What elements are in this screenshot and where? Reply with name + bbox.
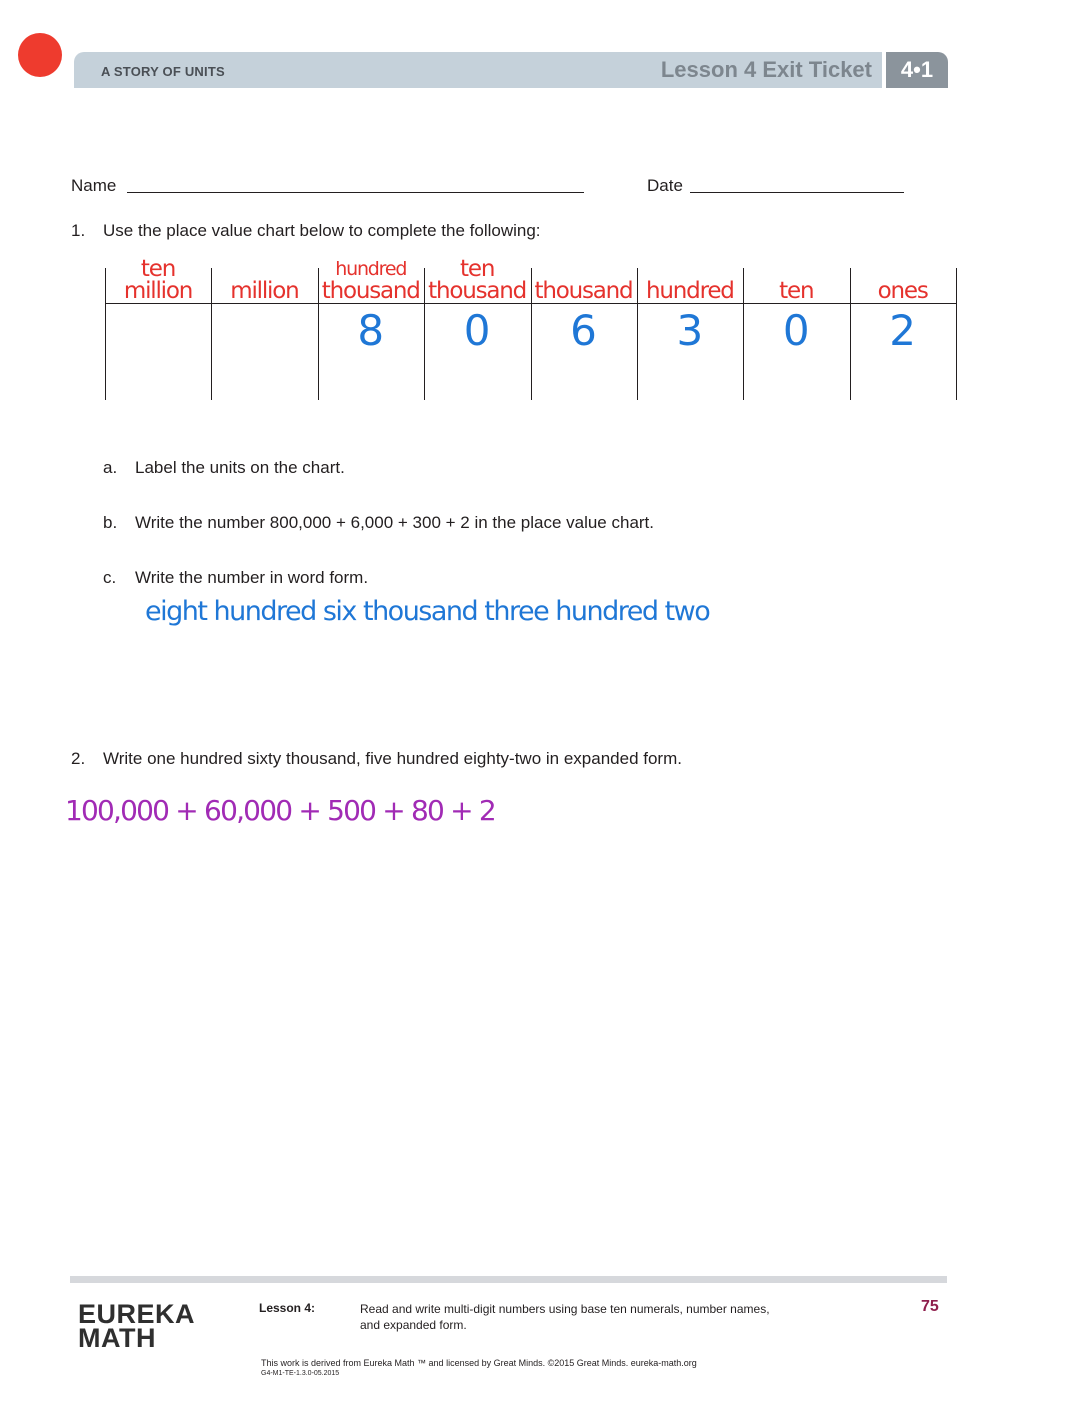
q2-number: 2. (71, 749, 86, 768)
q2-answer: 100,000 + 60,000 + 500 + 80 + 2 (65, 794, 495, 827)
q2-prompt: Write one hundred sixty thousand, five hundred eighty-two in expanded form. (103, 749, 682, 768)
series-title: A STORY OF UNITS (101, 64, 225, 79)
chart-unit-label (105, 254, 211, 304)
footer-lesson-label: Lesson 4: (259, 1301, 316, 1315)
red-dot-icon (18, 33, 62, 77)
date-field[interactable] (690, 192, 904, 193)
logo-line-1: EUREKA (78, 1299, 196, 1329)
unit-label-line-2: million (230, 278, 299, 304)
unit-label-line-1: ten (140, 256, 176, 282)
q1a-text: Label the units on the chart. (135, 458, 345, 477)
page-number: 75 (921, 1298, 939, 1315)
header-bar (74, 52, 882, 88)
module-badge: 4•1 (886, 52, 948, 88)
chart-column-divider (956, 268, 957, 400)
q1a-letter: a. (103, 458, 118, 477)
q1b-letter: b. (103, 513, 118, 532)
chart-unit-label (531, 254, 637, 304)
q1c-letter: c. (103, 568, 117, 587)
chart-unit-label (211, 254, 317, 304)
q1b-text: Write the number 800,000 + 6,000 + 300 + 2 in the place value chart. (135, 513, 655, 532)
q1c-text: Write the number in word form. (135, 568, 369, 587)
unit-label-line-2: hundred (646, 278, 734, 304)
chart-digit: 6 (570, 306, 597, 355)
chart-unit-label (850, 254, 956, 304)
footer-rule (70, 1276, 947, 1283)
chart-digit: 0 (782, 306, 810, 355)
unit-label-line-2: thousand (321, 278, 420, 304)
unit-label-line-2: thousand (534, 278, 633, 304)
place-value-chart (105, 256, 956, 400)
chart-unit-label (743, 254, 849, 304)
eureka-math-logo (78, 1299, 196, 1353)
chart-unit-label (424, 254, 530, 304)
chart-unit-label (318, 254, 424, 304)
unit-label-line-2: ones (877, 278, 928, 304)
unit-label-line-1: ten (460, 256, 495, 282)
q1c-answer: eight hundred six thousand three hundred two (145, 596, 710, 627)
document-code: G4-M1-TE-1.3.0-05.2015 (261, 1370, 340, 1377)
logo-line-2: MATH (78, 1323, 156, 1353)
date-label: Date (647, 176, 683, 195)
q1-number: 1. (71, 221, 86, 240)
chart-digit: 8 (357, 306, 385, 355)
chart-unit-label (637, 254, 743, 304)
name-label: Name (71, 176, 117, 195)
name-field[interactable] (127, 192, 584, 193)
unit-label-line-2: thousand (428, 278, 527, 304)
q1-prompt: Use the place value chart below to complete the following: (103, 221, 541, 240)
unit-label-line-2: ten (779, 278, 814, 304)
chart-digit: 0 (463, 306, 491, 355)
chart-digit: 3 (676, 306, 704, 355)
unit-label-line-1: hundred (335, 258, 407, 280)
chart-digit: 2 (889, 306, 916, 355)
license-text: This work is derived from Eureka Math ™ and licensed by Great Minds. ©2015 Great Minds. eureka-math.org (261, 1358, 697, 1368)
lesson-title: Lesson 4 Exit Ticket (660, 57, 872, 82)
footer-description: Read and write multi-digit numbers using base ten numerals, number names, and expanded form. (360, 1302, 770, 1332)
unit-label-line-2: million (123, 278, 193, 304)
